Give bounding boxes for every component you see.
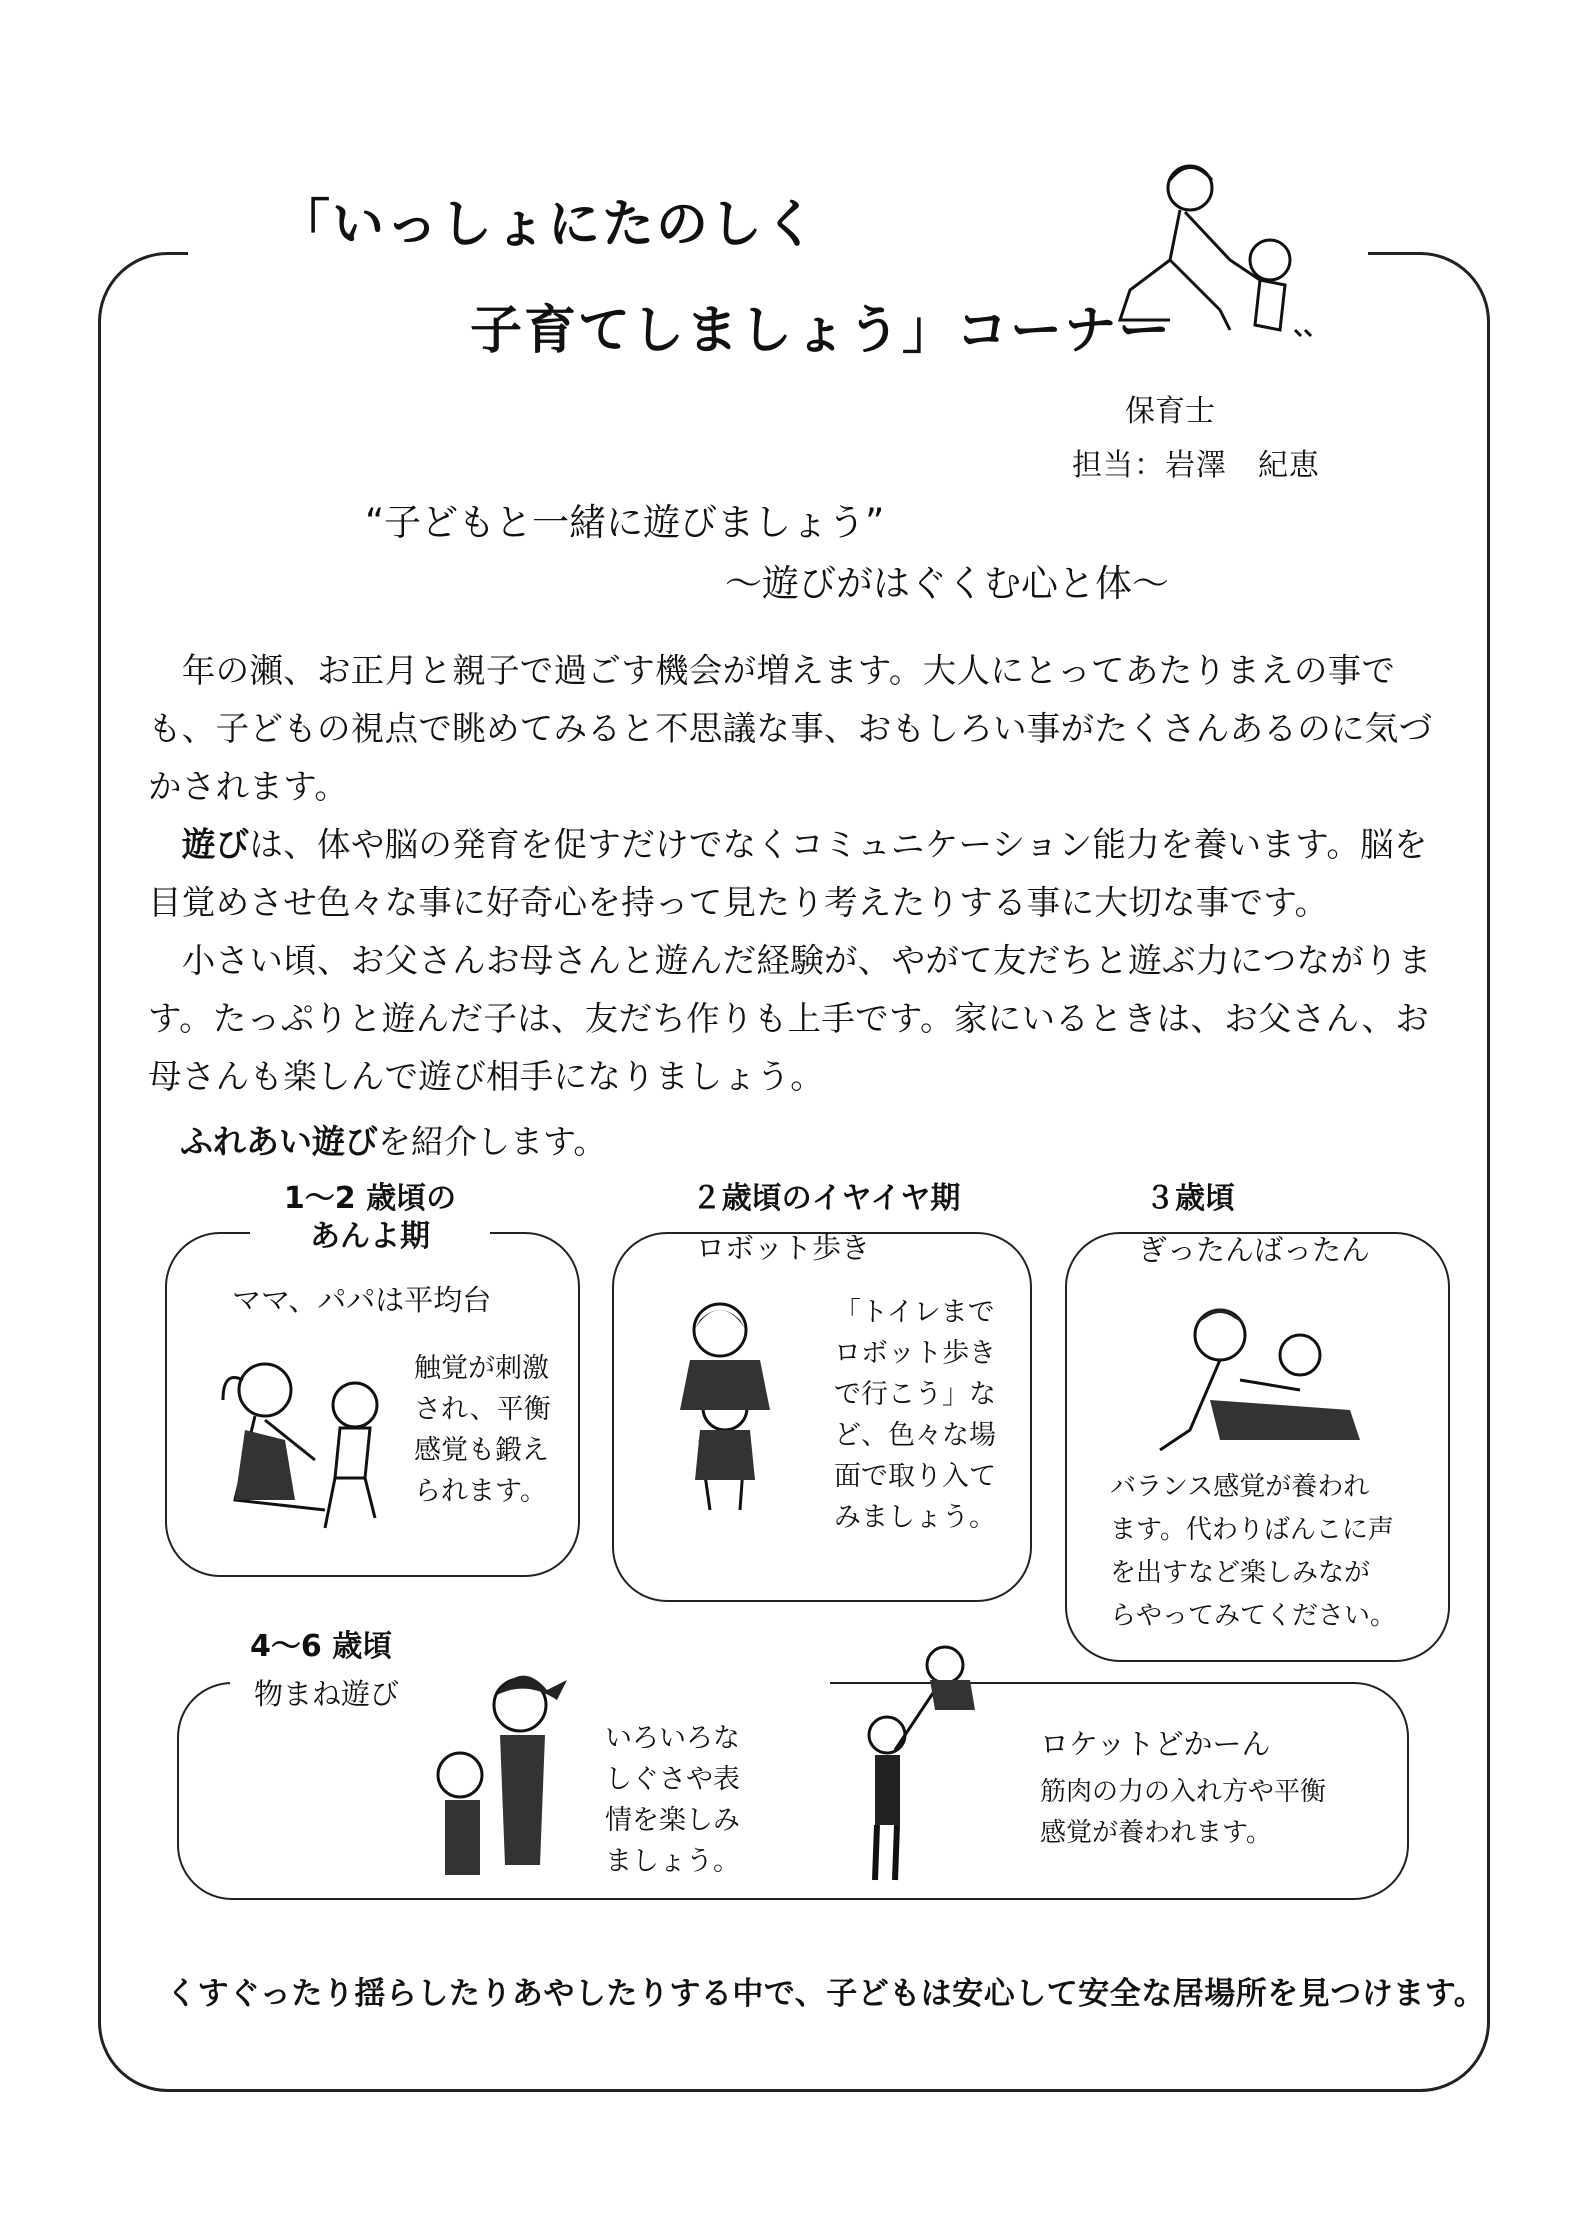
card1-age: 1～2 歳頃の あんよ期 — [250, 1180, 490, 1256]
theme-subtitle: ～遊びがはぐくむ心と体～ — [725, 562, 1169, 605]
card2-age: ２歳頃のイヤイヤ期 — [676, 1180, 976, 1218]
card4-text2: 筋肉の力の入れ方や平衡 感覚が養われます。 — [1040, 1777, 1327, 1848]
card4-game: 物まね遊び — [254, 1677, 400, 1711]
card4-text: いろいろな しぐさや表 情を楽しみ ましょう。 — [605, 1723, 740, 1877]
intro-line: ふれあい遊びを紹介します。 — [180, 1122, 607, 1161]
caregiver-toddler-illustration — [1110, 150, 1320, 350]
card4-game2: ロケットどかーん — [1040, 1727, 1271, 1761]
card1-game: ママ、パパは平均台 — [232, 1283, 492, 1317]
theme-title: “子どもと一緒に遊びましょう” — [365, 501, 885, 544]
mother-child-balance-illustration — [215, 1350, 385, 1540]
card2-game: ロボット歩き — [696, 1231, 871, 1265]
paragraph-1: 年の瀬、お正月と親子で過ごす機会が増えます。大人にとってあたりまえの事でも、子どもの視点で眺めてみると不思議な事、おもしろい事がたくさんあるのに気づかされます。 — [148, 651, 1433, 806]
corner-title-line1: 「いっしょにたのしく — [278, 195, 819, 255]
card3-game: ぎったんばったん — [1138, 1233, 1371, 1267]
paragraph-2: 遊びは、体や脳の発育を促すだけでなくコミュニケーション能力を養います。脳を目覚めさせ色々な事に好奇心を持って見たり考えたりする事に大切な事です。 — [148, 825, 1428, 922]
corner-title-line2: 子育てしましょう」コーナー — [470, 301, 1173, 361]
staff-role: 保育士 — [1125, 394, 1215, 429]
card3-text: バランス感覚が養われ ます。代わりばんこに声 を出すなど楽しみなが らやってみてください。 — [1110, 1472, 1397, 1631]
rocket-lift-illustration — [855, 1640, 1005, 1885]
seesaw-illustration — [1150, 1290, 1380, 1470]
paragraph-3: 小さい頃、お父さんお母さんと遊んだ経験が、やがて友だちと遊ぶ力につながります。たっぷりと遊んだ子は、友だち作りも上手です。家にいるときは、お父さん、お母さんも楽しんで遊び相手になりましょう。 — [148, 941, 1432, 1096]
card1-text: 触覚が刺激 され、平衡 感覚も鍛え られます。 — [414, 1353, 551, 1507]
imitation-play-illustration — [425, 1665, 585, 1890]
play-emphasis: 遊び — [181, 825, 250, 864]
body-text — [148, 642, 1440, 1106]
robot-walk-illustration — [660, 1290, 800, 1530]
card3-age: ３歳頃 — [1120, 1180, 1260, 1218]
card2-text: 「トイレまで ロボット歩き で行こう」な ど、色々な場 面で取り入て みましょう。 — [834, 1297, 996, 1533]
staff-name: 担当：岩澤 紀恵 — [1072, 448, 1320, 483]
card4-age: 4～6 歳頃 — [250, 1629, 393, 1664]
closing-message: くすぐったり揺らしたりあやしたりする中で、子どもは安心して安全な居場所を見つけます。 — [166, 1976, 1486, 2012]
